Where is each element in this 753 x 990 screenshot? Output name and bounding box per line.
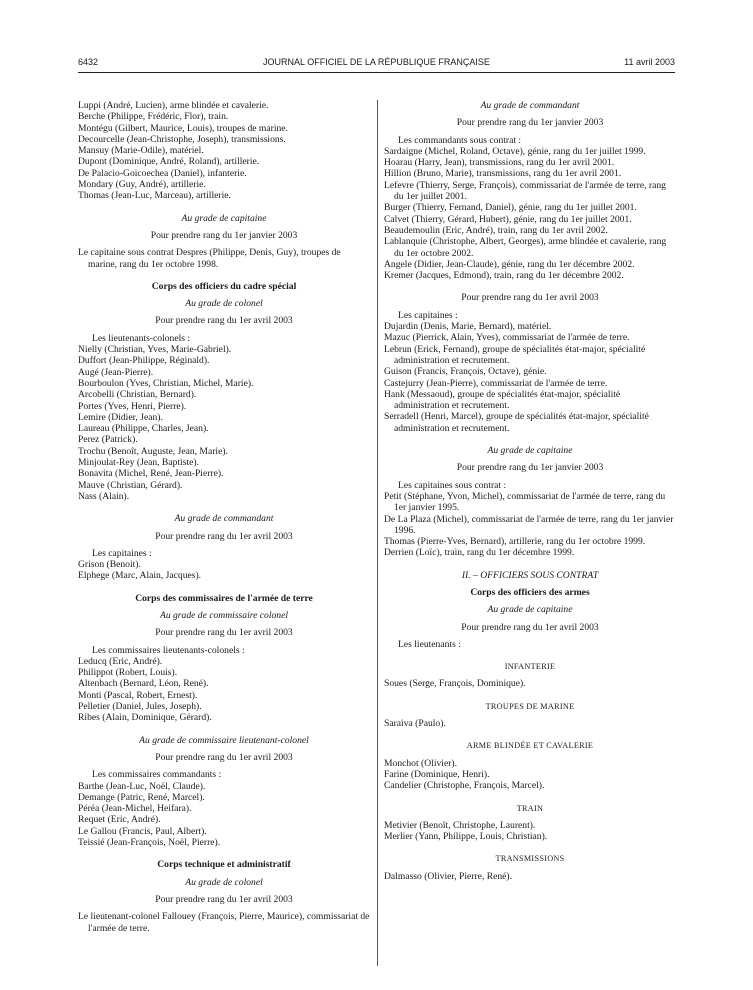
grade-heading: Au grade de capitaine [487, 604, 573, 616]
left-column [78, 100, 370, 934]
spacer [384, 434, 676, 445]
entry-line: Hillion (Bruno, Marie), transmissions, rang du 1er avril 2001. [384, 168, 622, 180]
list-intro: Les lieutenants : [398, 638, 461, 650]
entry-line: Candelier (Christophe, François, Marcel). [384, 780, 545, 792]
entry-line: Elphege (Marc, Alain, Jacques). [78, 570, 202, 582]
section-heading: II. – OFFICIERS SOUS CONTRAT [461, 569, 599, 581]
entry-line: Pelletier (Daniel, Jules, Joseph). [78, 701, 202, 713]
list-intro: Les lieutenants-colonels : [92, 332, 191, 344]
rank-date-line: Pour prendre rang du 1er avril 2003 [155, 627, 293, 639]
entry-line: Le Gallou (Francis, Paul, Albert). [78, 825, 207, 837]
list-intro: Les commissaires lieutenants-colonels : [92, 644, 245, 656]
entry-line: Minjoulat-Rey (Jean, Baptiste). [78, 457, 199, 469]
list-intro: Les capitaines sous contrat : [398, 479, 507, 491]
entry-line: Dupont (Dominique, André, Roland), artillerie. [78, 156, 260, 168]
spacer [384, 690, 676, 701]
spacer [384, 729, 676, 740]
entry-line: Philippot (Robert, Louis). [78, 667, 178, 679]
rank-date-line: Pour prendre rang du 1er avril 2003 [155, 751, 293, 763]
entry-line: Mauve (Christian, Gérard). [78, 479, 183, 491]
arm-heading: INFANTERIE [504, 662, 556, 672]
page-number: 6432 [78, 57, 99, 67]
page-header [78, 57, 675, 71]
arm-heading: TRANSMISSIONS [495, 854, 565, 864]
entry-line: Hoarau (Harry, Jean), transmissions, rang du 1er avril 2001. [384, 157, 615, 169]
rank-date-line: Pour prendre rang du 1er avril 2003 [461, 621, 599, 633]
rank-date-line: Pour prendre rang du 1er avril 2003 [461, 292, 599, 304]
entry-line: Castejurry (Jean-Pierre), commissariat de l'armée de terre. [384, 377, 608, 389]
grade-heading: Au grade de commissaire lieutenant-colonel [139, 734, 309, 746]
issue-date: 11 avril 2003 [624, 57, 675, 67]
header-rule [78, 72, 675, 73]
right-column [384, 100, 676, 882]
entry-line: Mansuy (Marie-Odile), matériel. [78, 145, 204, 157]
entry-line: Burger (Thierry, Fernand, Daniel), génie, rang du 1er juillet 2001. [384, 202, 637, 214]
entry-line: Mazuc (Pierrick, Alain, Yves), commissariat de l'armée de terre. [384, 332, 630, 344]
entry-line: Dalmasso (Olivier, Pierre, René). [384, 870, 513, 882]
entry-line: Petit (Stéphane, Yvon, Michel), commissariat de l'armée de terre, rang du 1er janvier 1995. [384, 490, 666, 514]
grade-heading: Au grade de colonel [185, 876, 263, 888]
entry-line: Monchot (Olivier). [384, 757, 458, 769]
entry-line: Dujardin (Denis, Marie, Bernard), matériel. [384, 321, 552, 333]
list-intro: Les capitaines : [92, 547, 152, 559]
entry-line: Sardaigne (Michel, Roland, Octave), génie, rang du 1er juillet 1999. [384, 145, 646, 157]
grade-heading: Au grade de commissaire colonel [159, 609, 289, 621]
entry-line: Trochu (Benoît, Auguste, Jean, Marie). [78, 445, 228, 457]
entry-line: Le capitaine sous contrat Despres (Philippe, Denis, Guy), troupes de marine, rang du 1er octobre 1998. [78, 247, 341, 270]
grade-heading: Au grade de commandant [174, 513, 274, 525]
spacer [78, 848, 370, 859]
entry-line: Bourboulon (Yves, Christian, Michel, Marie). [78, 377, 254, 389]
spacer [78, 502, 370, 513]
entry-line: Lefevre (Thierry, Serge, François), commissariat de l'armée de terre, rang du 1er juillet 2001. [384, 179, 666, 203]
entry-line: Mondary (Guy, André), artillerie. [78, 179, 206, 191]
arm-heading: TROUPES DE MARINE [485, 701, 575, 711]
grade-heading: Au grade de capitaine [487, 445, 573, 457]
entry-line: De Palacio-Goicoechea (Daniel), infanterie. [78, 167, 247, 179]
rank-date-line: Pour prendre rang du 1er avril 2003 [155, 315, 293, 327]
entry-line: Le lieutenant-colonel Fallouey (François, Pierre, Maurice), commissariat de l'armée de terre. [78, 911, 370, 934]
entry-line: Teissié (Jean-François, Noël, Pierre). [78, 837, 221, 849]
corps-heading: Corps technique et administratif [157, 859, 291, 871]
spacer [384, 842, 676, 853]
entry-line: Lablanquie (Christophe, Albert, Georges), arme blindée et cavalerie, rang du 1er octobre 2002. [384, 236, 667, 259]
rank-date-line: Pour prendre rang du 1er avril 2003 [155, 893, 293, 905]
rank-date-line: Pour prendre rang du 1er janvier 2003 [456, 462, 604, 474]
arm-heading: TRAIN [516, 803, 544, 813]
entry-line: Montégu (Gilbert, Maurice, Louis), troupes de marine. [78, 122, 288, 134]
grade-heading: Au grade de colonel [185, 298, 263, 310]
rank-date-line: Pour prendre rang du 1er avril 2003 [155, 530, 293, 542]
entry-line: Luppi (André, Lucien), arme blindée et cavalerie. [78, 100, 269, 111]
spacer [384, 281, 676, 292]
list-intro: Les capitaines : [398, 309, 458, 321]
entry-line: Soues (Serge, François, Dominique). [384, 678, 526, 690]
spacer [384, 792, 676, 803]
entry-line: Ribes (Alain, Dominique, Gérard). [78, 712, 212, 724]
journal-title: JOURNAL OFFICIEL DE LA RÉPUBLIQUE FRANÇAISE [263, 57, 490, 67]
entry-line: Angele (Didier, Jean-Claude), génie, rang du 1er décembre 2002. [384, 258, 635, 270]
entry-line: Augé (Jean-Pierre). [78, 366, 154, 378]
entry-line: Thomas (Pierre-Yves, Bernard), artillerie, rang du 1er octobre 1999. [384, 536, 646, 548]
entry-line: Saraiva (Paulo). [384, 718, 446, 730]
rank-date-line: Pour prendre rang du 1er janvier 2003 [150, 229, 298, 241]
entry-line: Hank (Messaoud), groupe de spécialités état-major, spécialité administration et recrutement. [384, 388, 621, 412]
entry-line: Calvet (Thierry, Gérard, Hubert), génie, rang du 1er juillet 2001. [384, 213, 632, 225]
entry-line: Grison (Benoit). [78, 559, 141, 571]
corps-heading: Corps des commissaires de l'armée de terre [135, 592, 313, 604]
corps-heading: Corps des officiers des armes [470, 586, 590, 598]
entry-line: Lemire (Didier, Jean). [78, 411, 163, 423]
entry-line: Guison (Francis, François, Octave), génie. [384, 366, 547, 378]
entry-line: Péréa (Jean-Michel, Heifara). [78, 803, 192, 815]
entry-line: Demange (Patric, René, Marcel). [78, 791, 205, 803]
list-intro: Les commissaires commandants : [92, 769, 222, 781]
entry-line: Duffort (Jean-Philippe, Réginald). [78, 355, 210, 367]
entry-line: Merlier (Yann, Philippe, Louis, Christian). [384, 831, 548, 843]
entry-line: Nass (Alain). [78, 490, 130, 502]
entry-line: Bonavita (Michel, René, Jean-Pierre). [78, 468, 224, 480]
entry-line: Beaudemoulin (Eric, André), train, rang du 1er avril 2002. [384, 224, 608, 236]
entry-line: Metivier (Benoît, Christophe, Laurent). [384, 819, 536, 831]
entry-line: Altenbach (Bernard, Léon, René). [78, 678, 209, 690]
corps-heading: Corps des officiers du cadre spécial [151, 280, 297, 292]
grade-heading: Au grade de commandant [480, 100, 580, 111]
entry-line: De La Plaza (Michel), commissariat de l'armée de terre, rang du 1er janvier 1996. [384, 513, 674, 536]
spacer [384, 559, 676, 570]
column-divider [377, 100, 378, 966]
arm-heading: ARME BLINDÉE ET CAVALERIE [466, 741, 594, 751]
entry-line: Arcobelli (Christian, Bernard). [78, 389, 197, 401]
entry-line: Serradell (Henri, Marcel), groupe de spécialités état-major, spécialité administration et recrutement. [384, 411, 649, 434]
entry-line: Portes (Yves, Henri, Pierre). [78, 400, 187, 412]
entry-line: Nielly (Christian, Yves, Marie-Gabriel). [78, 344, 232, 356]
rank-date-line: Pour prendre rang du 1er janvier 2003 [456, 117, 604, 129]
entry-line: Farine (Dominique, Henri). [384, 768, 490, 780]
entry-line: Monti (Pascal, Robert, Ernest). [78, 689, 198, 701]
spacer [78, 202, 370, 213]
entry-line: Kremer (Jacques, Edmond), train, rang du 1er décembre 2002. [384, 270, 624, 282]
entry-line: Requet (Eric, André). [78, 814, 161, 826]
entry-line: Laureau (Philippe, Charles, Jean). [78, 423, 209, 435]
entry-line: Barthe (Jean-Luc, Noël, Claude). [78, 780, 206, 792]
entry-line: Berche (Philippe, Frédéric, Flor), train. [78, 111, 229, 123]
spacer [384, 650, 676, 661]
list-intro: Les commandants sous contrat : [398, 134, 522, 146]
entry-line: Thomas (Jean-Luc, Marceau), artillerie. [78, 190, 231, 202]
grade-heading: Au grade de capitaine [181, 212, 267, 224]
spacer [78, 270, 370, 281]
spacer [78, 582, 370, 593]
entry-line: Derrien (Loïc), train, rang du 1er décembre 1999. [384, 547, 575, 559]
entry-line: Leducq (Eric, André). [78, 655, 163, 667]
entry-line: Perez (Patrick). [78, 434, 138, 446]
spacer [78, 724, 370, 735]
entry-line: Lebrun (Erick, Fernand), groupe de spécialités état-major, spécialité administration et recrutement. [384, 343, 646, 366]
entry-line: Decourcelle (Jean-Christophe, Joseph), transmissions. [78, 133, 286, 145]
